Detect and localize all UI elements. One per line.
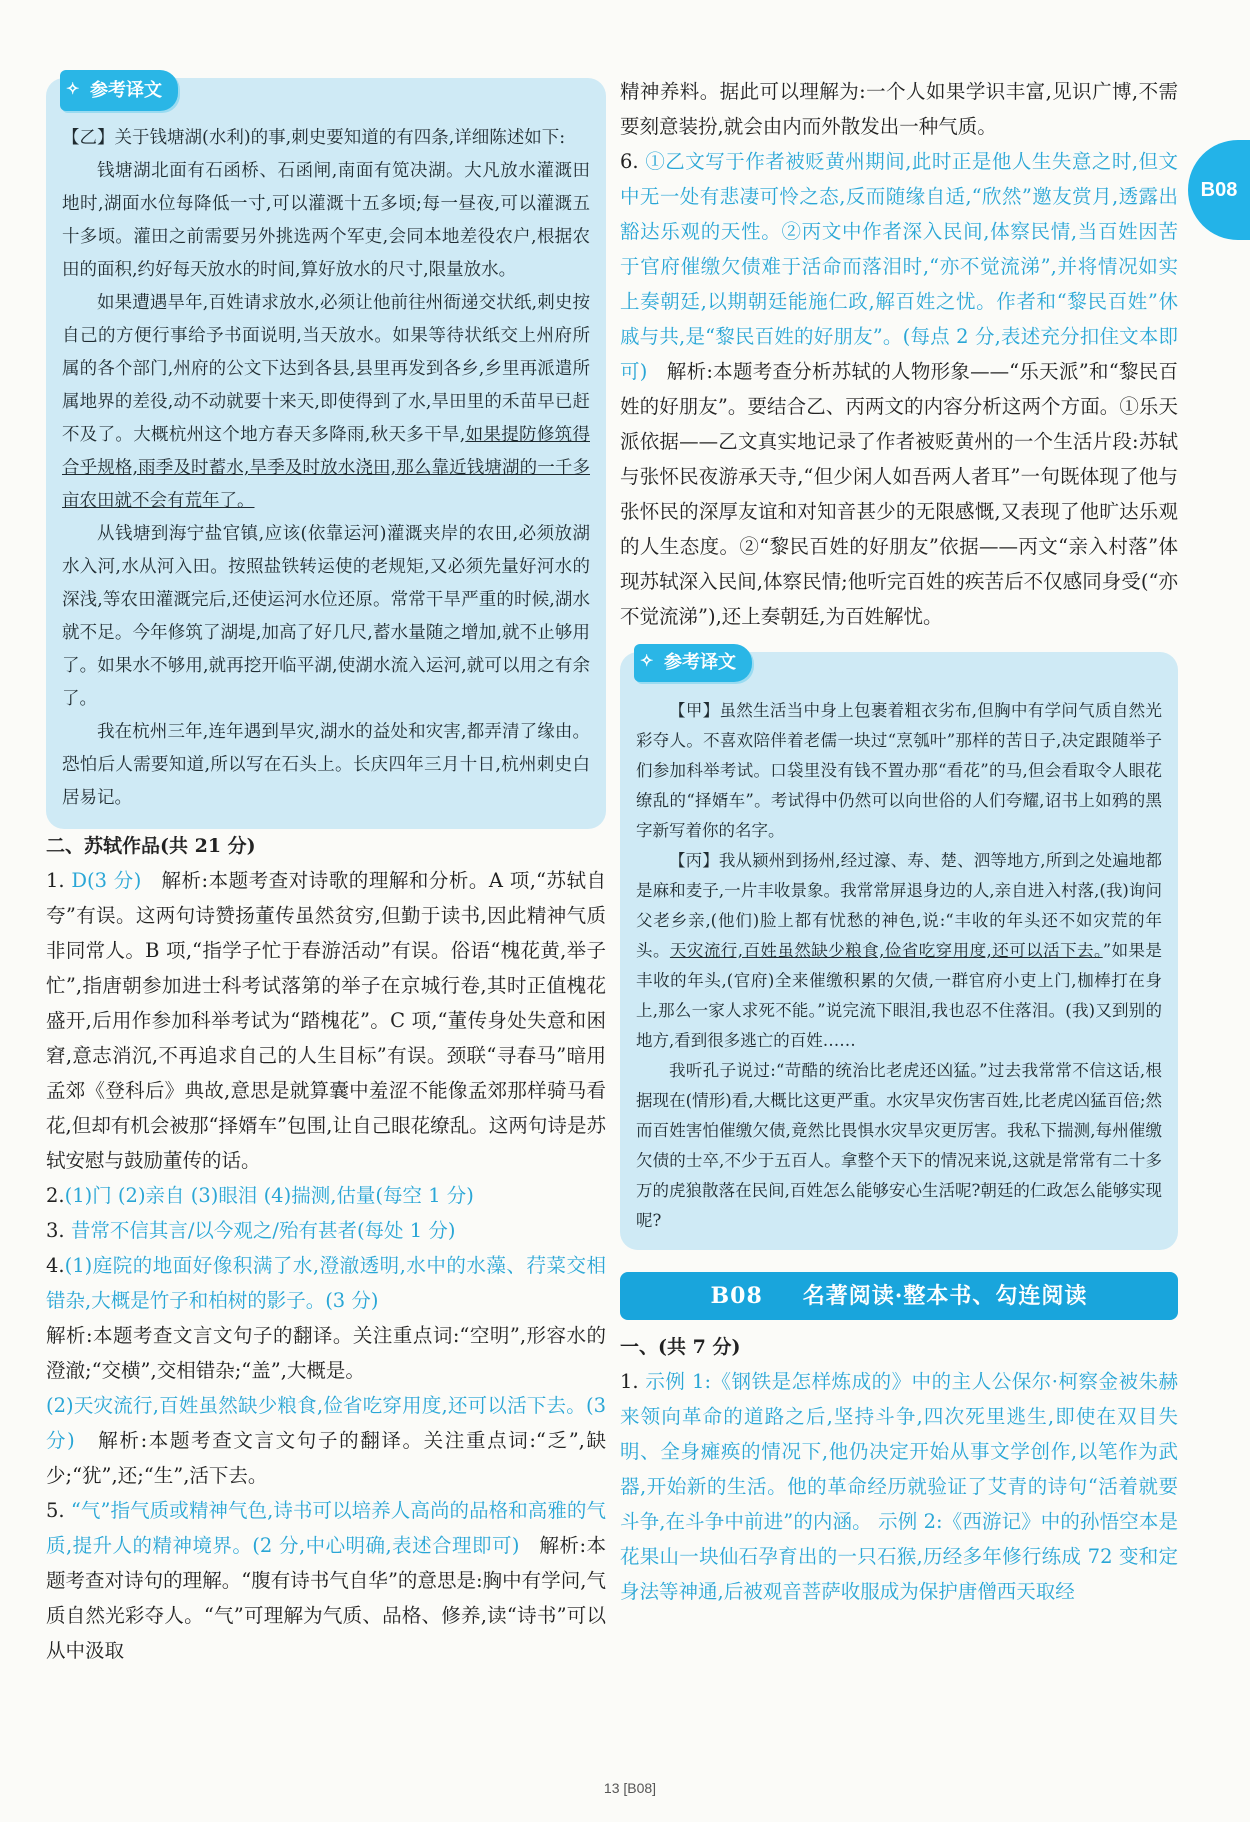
tag-label: 参考译文 bbox=[664, 652, 736, 673]
answer-text: (2)天灾流行,百姓虽然缺少粮食,俭省吃穿用度,还可以活下去。(3 分) bbox=[46, 1394, 606, 1452]
banner-code: B08 bbox=[710, 1283, 763, 1309]
question-number: 2. bbox=[46, 1184, 65, 1207]
question-number: 5. bbox=[46, 1499, 65, 1522]
continuation-text: 精神养料。据此可以理解为:一个人如果学识丰富,见识广博,不需要刻意装扮,就会由内而外散发出一种气质。 bbox=[620, 80, 1178, 138]
ref-paragraph: 钱塘湖北面有石函桥、石函闸,南面有笕决湖。大凡放水灌溉田地时,湖面水位每降低一寸,可以灌溉十五多顷;每一昼夜,可以灌溉五十多顷。灌田之前需要另外挑选两个军吏,会同本地差役农户,根据农田的面积,约好每天放水的时间,算好放水的尺寸,限量放水。 bbox=[62, 161, 590, 280]
answer-text: 昔常不信其言/以今观之/殆有甚者(每处 1 分) bbox=[70, 1219, 456, 1242]
answers-right bbox=[620, 74, 1178, 634]
reference-translation-tag bbox=[634, 644, 752, 682]
ref-paragraph: 我在杭州三年,连年遇到旱灾,湖水的益处和灾害,都弄清了缘由。恐怕后人需要知道,所以写在石头上。长庆四年三月十日,杭州刺史白居易记。 bbox=[62, 722, 590, 808]
answer-text: D(3 分) bbox=[71, 869, 142, 892]
explanation-text: 解析:本题考查分析苏轼的人物形象——“乐天派”和“黎民百姓的好朋友”。要结合乙、丙两文的内容分析这两个方面。①乐天派依据——乙文真实地记录了作者被贬黄州的一个生活片段:苏轼与张怀民夜游承天寺,“但少闲人如吾两人者耳”一句既体现了他与张怀民的深厚友谊和对知音甚少的无限感慨,又表现了他旷达乐观的人生态度。②“黎民百姓的好朋友”依据——丙文“亲入村落”体现苏轼深入民间,体察民情;他听完百姓的疾苦后不仅感同身受(“亦不觉流涕”),还上奏朝廷,为百姓解忧。 bbox=[620, 360, 1178, 628]
reference-translation-box-1 bbox=[46, 78, 606, 829]
section-heading: 二、苏轼作品(共 21 分) bbox=[46, 835, 256, 857]
banner-title: 名著阅读·整本书、勾连阅读 bbox=[802, 1283, 1088, 1309]
answer-q4-2 bbox=[46, 1388, 606, 1493]
reference-translation-box-2 bbox=[620, 652, 1178, 1250]
answer-q3 bbox=[46, 1213, 606, 1248]
ref-paragraph bbox=[62, 287, 590, 518]
ref-paragraph: 【丙】我从颍州到扬州,经过濠、寿、楚、泗等地方,所到之处遍地都是麻和麦子,一片丰收景象。我常常屏退身边的人,亲自进入村落,(我)询问父老乡亲,(他们)脸上都有忧愁的神色,说:“丰收的年头还不如灾荒的年头。天灾流行,百姓虽然缺少粮食,俭省吃穿用度,还可以活下去。”如果是丰收的年头,(官府)全来催缴积累的欠债,一群官府小吏上门,枷棒打在身上,那么一家人求死不能。”说完流下眼泪,我也忍不住落泪。(我)又到别的地方,看到很多逃亡的百姓…… bbox=[636, 851, 1162, 1050]
ref-underlined-text: 如果提防修筑得合乎规格,雨季及时蓄水,旱季及时放水浇田,那么靠近钱塘湖的一千多亩农田就不会有荒年了。 bbox=[62, 425, 590, 511]
answers-right-2 bbox=[620, 1330, 1178, 1609]
ref-paragraph: 【甲】虽然生活当中身上包裹着粗衣劣布,但胸中有学问气质自然光彩夺人。不喜欢陪伴着老儒一块过“烹瓠叶”那样的苦日子,决定跟随举子们参加科举考试。口袋里没有钱不置办那“看花”的马,但会看取令人眼花缭乱的“择婿车”。考试得中仍然可以向世俗的人们夸耀,诏书上如鸦的黑字新写着你的名字。 bbox=[636, 701, 1162, 840]
answer-text: (1)庭院的地面好像积满了水,澄澈透明,水中的水藻、荇菜交相错杂,大概是竹子和柏树的影子。(3 分) bbox=[46, 1254, 606, 1312]
explanation-text: 解析:本题考查文言文句子的翻译。关注重点词:“乏”,缺少;“犹”,还;“生”,活下去。 bbox=[46, 1429, 607, 1487]
tag-label: 参考译文 bbox=[90, 80, 162, 101]
ref-text: 如果是丰收的年头,(官府)全来催缴积累的欠债,一群官府小吏上门,枷棒打在身上,那么一家人求死不能。”说完流下眼泪,我也忍不住落泪。(我)又到别的地方,看到很多逃亡的百姓…… bbox=[636, 941, 1162, 1050]
answer-q4 bbox=[46, 1248, 606, 1318]
ref-paragraph: 【乙】关于钱塘湖(水利)的事,刺史要知道的有四条,详细陈述如下: bbox=[62, 128, 566, 148]
question-number: 4. bbox=[46, 1254, 65, 1277]
explanation-q4-1: 解析:本题考查文言文句子的翻译。关注重点词:“空明”,形容水的澄澈;“交横”,交相错杂;“盖”,大概是。 bbox=[46, 1324, 606, 1382]
right-column bbox=[620, 74, 1178, 1609]
reference-translation-tag bbox=[60, 70, 178, 111]
answer-text: ①乙文写于作者被贬黄州期间,此时正是他人生失意之时,但文中无一处有悲凄可怜之态,反而随缘自适,“欣然”邀友赏月,透露出豁达乐观的天性。②丙文中作者深入民间,体察民情,当百姓因苦于官府催缴欠债难于活命而落泪时,“亦不觉流涕”,并将情况如实上奏朝廷,以期朝廷能施仁政,解百姓之忧。作者和“黎民百姓”休戚与共,是“黎民百姓的好朋友”。(每点 2 分,表述充分扣住文本即可) bbox=[620, 150, 1178, 383]
section-heading: 一、(共 7 分) bbox=[620, 1336, 741, 1358]
answer-q1 bbox=[620, 1364, 1178, 1609]
ref-text: 如果遭遇旱年,百姓请求放水,必须让他前往州衙递交状纸,刺史按自己的方便行事给予书面说明,当天放水。如果等待状纸交上州府所属的各个部门,州府的公文下达到各县,县里再发到各乡,乡里再派遣所属地界的差役,动不动就要十来天,即使得到了水,旱田里的禾苗早已赶不及了。大概杭州这个地方春天多降雨,秋天多干旱, bbox=[62, 293, 590, 445]
question-number: 6. bbox=[620, 150, 639, 173]
explanation-text: 解析:本题考查对诗句的理解。“腹有诗书气自华”的意思是:胸中有学问,气质自然光彩夺人。“气”可理解为气质、品格、修养,读“诗书”可以从中汲取 bbox=[46, 1534, 606, 1662]
ref-text: 【丙】我从颍州到扬州,经过濠、寿、楚、泗等地方,所到之处遍地都是麻和麦子,一片丰收景象。我常常屏退身边的人,亲自进入村落,(我)询问父老乡亲,(他们)脸上都有忧愁的神色,说:“丰收的年头还不如灾荒的年头。 bbox=[636, 851, 1162, 960]
page-footer: 13 [B08] bbox=[603, 1780, 657, 1796]
ref-paragraph: 我听孔子说过:“苛酷的统治比老虎还凶猛。”过去我常常不信这话,根据现在(情形)看,大概比这更严重。水灾旱灾伤害百姓,比老虎凶猛百倍;然而百姓害怕催缴欠债,竟然比畏惧水灾旱灾更厉害。我私下揣测,每州催缴欠债的士卒,不少于五百人。拿整个天下的情况来说,这就是常常有二十多万的虎狼散落在民间,百姓怎么能够安心生活呢?朝廷的仁政怎么能够实现呢? bbox=[636, 1061, 1162, 1230]
question-number: 3. bbox=[46, 1219, 65, 1242]
explanation-text: 解析:本题考查对诗歌的理解和分析。A 项,“苏轼自夸”有误。这两句诗赞扬董传虽然贫穷,但勤于读书,因此精神气质非同常人。B 项,“指学子忙于春游活动”有误。俗语“槐花黄,举子忙”,指唐朝参加进士科考试落第的举子在京城行卷,其时正值槐花盛开,后用作参加科举考试为“踏槐花”。C 项,“董传身处失意和困窘,意志消沉,不再追求自己的人生目标”有误。颈联“寻春马”暗用孟郊《登科后》典故,意思是就算囊中羞涩不能像孟郊那样骑马看花,但却有机会被那“择婿车”包围,让自己眼花缭乱。这两句诗是苏轼安慰与鼓励董传的话。 bbox=[46, 869, 606, 1172]
answers-left bbox=[46, 829, 606, 1668]
ref-paragraph: 从钱塘到海宁盐官镇,应该(依靠运河)灌溉夹岸的农田,必须放湖水入河,水从河入田。按照盐铁转运使的老规矩,又必须先量好河水的深浅,等农田灌溉完后,还使运河水位还原。常常干旱严重的时候,湖水就不足。今年修筑了湖堤,加高了好几尺,蓄水量随之增加,就不止够用了。如果水不够用,就再挖开临平湖,使湖水流入运河,就可以用之有余了。 bbox=[62, 524, 590, 709]
answer-text: “气”指气质或精神气色,诗书可以培养人高尚的品格和高雅的气质,提升人的精神境界。(2 分,中心明确,表述合理即可) bbox=[46, 1499, 607, 1557]
answer-text: 示例 1:《钢铁是怎样炼成的》中的主人公保尔·柯察金被朱赫来领向革命的道路之后,坚持斗争,四次死里逃生,即使在双目失明、全身瘫痪的情况下,他仍决定开始从事文学创作,以笔作为武器,开始新的生活。他的革命经历就验证了艾青的诗句“活着就要斗争,在斗争中前进”的内涵。 示例 2:《西游记》中的孙悟空本是花果山一块仙石孕育出的一只石猴,历经多年修行练成 72 变和定身法等神通,后被观音菩萨收服成为保护唐僧西天取经 bbox=[620, 1370, 1179, 1603]
question-number: 1. bbox=[620, 1370, 639, 1393]
sparkle-icon: ✧ bbox=[640, 651, 654, 670]
answer-q6 bbox=[620, 144, 1178, 634]
answer-q5 bbox=[46, 1493, 606, 1668]
sparkle-icon: ✧ bbox=[66, 79, 80, 98]
section-banner bbox=[620, 1272, 1178, 1320]
question-number: 1. bbox=[46, 869, 65, 892]
ref-underlined-text: 天灾流行,百姓虽然缺少粮食,俭省吃穿用度,还可以活下去。 bbox=[669, 941, 1103, 960]
left-column bbox=[46, 78, 606, 1668]
answer-q2 bbox=[46, 1178, 606, 1213]
answer-q1 bbox=[46, 863, 606, 1178]
answer-text: (1)门 (2)亲自 (3)眼泪 (4)揣测,估量(每空 1 分) bbox=[64, 1184, 474, 1207]
side-tab: B08 bbox=[1188, 140, 1250, 240]
